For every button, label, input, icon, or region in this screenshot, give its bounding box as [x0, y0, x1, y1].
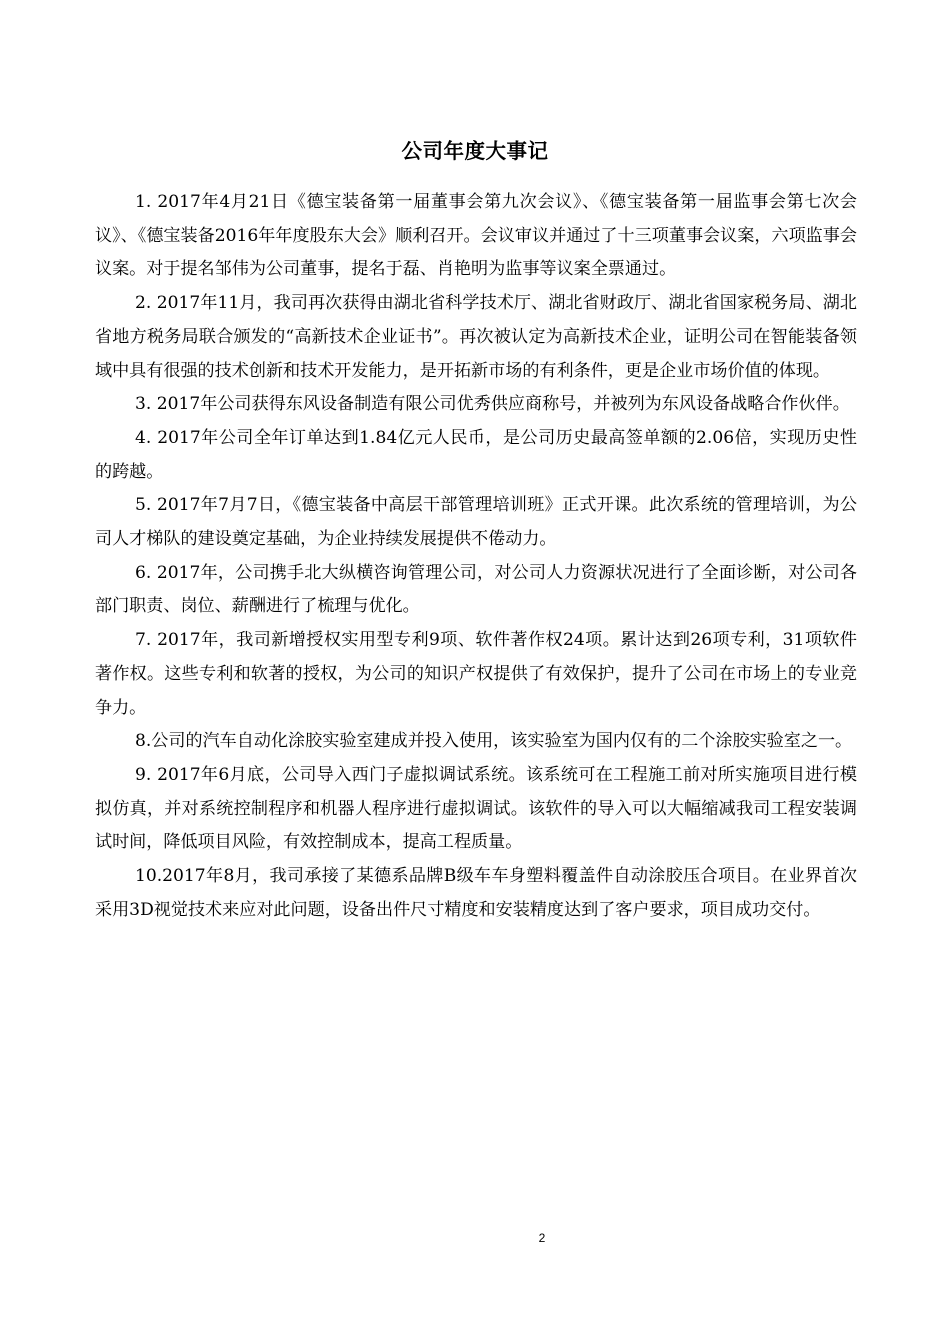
paragraph-9: 9. 2017年6月底，公司导入西门子虚拟调试系统。该系统可在工程施工前对所实施项目进行模拟仿真，并对系统控制程序和机器人程序进行虚拟调试。该软件的导入可以大幅缩减我司工程安装调试时间，降低项目风险，有效控制成本，提高工程质量。 [95, 764, 857, 853]
paragraph-3: 3. 2017年公司获得东风设备制造有限公司优秀供应商称号，并被列为东风设备战略合作伙伴。 [135, 394, 850, 415]
paragraph-4: 4. 2017年公司全年订单达到1.84亿元人民币，是公司历史最高签单额的2.06倍，实现历史性的跨越。 [95, 427, 857, 482]
page-title: 公司年度大事记 [401, 139, 549, 163]
paragraph-6: 6. 2017年，公司携手北大纵横咨询管理公司，对公司人力资源状况进行了全面诊断，对公司各部门职责、岗位、薪酬进行了梳理与优化。 [95, 562, 857, 617]
page-number: 2 [538, 1231, 546, 1245]
paragraph-10: 10.2017年8月，我司承接了某德系品牌B级车车身塑料覆盖件自动涂胶压合项目。在业界首次采用3D视觉技术来应对此问题，设备出件尺寸精度和安装精度达到了客户要求，项目成功交付。 [95, 866, 857, 920]
paragraph-8: 8.公司的汽车自动化涂胶实验室建成并投入使用，该实验室为国内仅有的二个涂胶实验室之一。 [135, 731, 853, 752]
paragraph-7: 7. 2017年，我司新增授权实用型专利9项、软件著作权24项。累计达到26项专利，31项软件著作权。这些专利和软著的授权，为公司的知识产权提供了有效保护，提升了公司在市场上的专业竞争力。 [95, 630, 857, 718]
document-body [95, 186, 857, 927]
paragraph-2: 2. 2017年11月，我司再次获得由湖北省科学技术厅、湖北省财政厅、湖北省国家税务局、湖北省地方税务局联合颁发的“高新技术企业证书”。再次被认定为高新技术企业，证明公司在智能装备领域中具有很强的技术创新和技术开发能力，是开拓新市场的有利条件，更是企业市场价值的体现。 [95, 293, 857, 381]
paragraph-1: 1. 2017年4月21日《德宝装备第一届董事会第九次会议》、《德宝装备第一届监事会第七次会议》、《德宝装备2016年年度股东大会》顺利召开。会议审议并通过了十三项董事会议案，六项监事会议案。对于提名邹伟为公司董事，提名于磊、肖艳明为监事等议案全票通过。 [95, 192, 857, 280]
paragraph-5: 5. 2017年7月7日，《德宝装备中高层干部管理培训班》正式开课。此次系统的管理培训，为公司人才梯队的建设奠定基础，为企业持续发展提供不倦动力。 [95, 495, 857, 550]
